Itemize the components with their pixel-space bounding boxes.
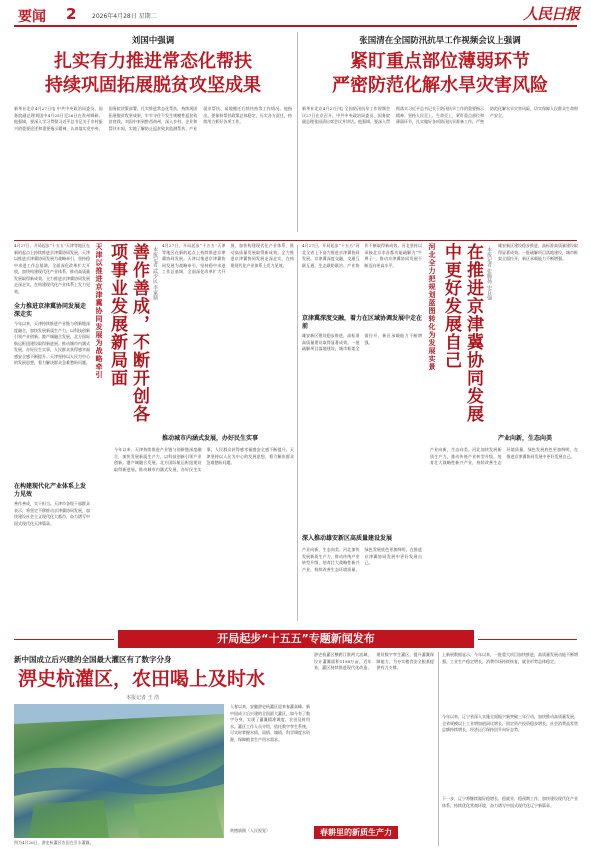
bottom-divider xyxy=(438,652,439,846)
section-label: 要闻 xyxy=(18,9,46,25)
right-story-headline-1: 紧盯重点部位薄弱环节 xyxy=(350,51,530,72)
tianjin-vertical-subhead: 天津以推进京津冀协同发展为战略牵引 xyxy=(95,243,103,379)
middle-divider xyxy=(297,245,298,621)
bottom-story xyxy=(14,652,434,848)
tianjin-byline: 本报记者 武少民 李家鼎 xyxy=(152,247,158,301)
column-divider xyxy=(297,32,298,232)
left-story-headline-1: 扎实有力推进常态化帮扶 xyxy=(54,51,252,72)
bottom-body-1: 入春以来，安徽淠史杭灌区迎来春灌高峰。新中国成立后兴建的全国最大灌区，如今有了数字分身，实现了灌溉精准调度、农田及时用水。灌区工作人员介绍，依托数字孪生系统，可实时掌握水情、雨情、墒情，科学调度水资源，保障粮食生产用水需求。 xyxy=(230,704,310,742)
bottom-right-story xyxy=(442,652,578,848)
topic-tag: 春耕里的新质生产力 xyxy=(314,826,398,839)
tianjin-story xyxy=(14,243,294,625)
page-date: 2026年4月28日 星期二 xyxy=(92,13,157,20)
page-header xyxy=(0,0,591,28)
photo-landscape xyxy=(14,704,224,838)
tianjin-body-1: 4月27日，开局起步“十五五”天津等地区在新的起点上持续推进京津冀协同发展。天津以推进京津冀协同发展为战略牵引，坚持稳中求进工作总基调，全面深化改革扩大开放，加快构建现代化产业体系，推动高质量发展取得新成效。全力推进京津冀协同发展走深走实，在构建现代化产业体系上发力见效。 xyxy=(14,243,90,294)
right-story-headline-2: 严密防范化解水旱灾害风险 xyxy=(332,75,548,96)
banner-rule-right xyxy=(478,639,577,640)
tianjin-vertical-headline: 善作善成，不断开创各项事业发展新局面 xyxy=(107,243,149,423)
left-story-headline-2: 持续巩固拓展脱贫攻坚成果 xyxy=(45,75,261,96)
bottom-right-body-3: 下一步，辽宁将继续做好稳增长、稳就业、稳预期工作，加快建设现代化产业体系，持续优化营商环境，奋力谱写中国式现代化辽宁新篇章。 xyxy=(442,796,578,808)
left-story xyxy=(14,30,292,240)
tianjin-body-3: 善作善成，实干担当。天津市各级干部群众表示，将坚定不移推动京津冀协同发展，加快建设社会主义现代化大都市，奋力谱写中国式现代化天津篇章。 xyxy=(14,501,90,526)
irrigation-photo xyxy=(14,704,224,838)
bottom-story-byline: 本报记者 王 浩 xyxy=(126,695,160,701)
hebei-vertical-headline: 在推进京津冀协同发展中更好发展自己 xyxy=(441,243,483,423)
tianjin-subhead-2: 在构建现代化产业体系上发力见效 xyxy=(14,483,87,498)
bottom-right-body-1: 上新展数据显示，今年以来，一批重大项目加快推进，高质量发展动能不断增强。工业生产稳定增长，消费市场持续恢复，就业形势总体稳定。 xyxy=(442,652,578,664)
hebei-story xyxy=(302,243,578,625)
tianjin-body-col3: 今年以来，天津持续推进产业链与创新链深度融合，加快发展新质生产力，以科技创新引领产业创新。港产城融合发展，北方国际航运枢纽建设取得新进展。推动城市内涵式发展，办好民生实事，人民群众获得感幸福感安全感不断提升。天津坚持以人民为中心的发展思想，着力解决群众急难愁盼问题。 xyxy=(114,447,294,472)
hebei-subhead-2: 深入推动雄安新区高质量建设发展 xyxy=(302,535,393,542)
tianjin-body-2: 今年以来，天津持续推进产业链与创新链深度融合，加快发展新质生产力，以科技创新引领产业创新。港产城融合发展，北方国际航运枢纽建设取得新进展。推动城市内涵式发展，办好民生实事，人民群众获得感幸福感安全感不断提升。天津坚持以人民为中心的发展思想，着力解决群众急难愁盼问题。 xyxy=(14,321,90,365)
hebei-vertical-subhead: 河北全力把规划蓝图转化为发展实景 xyxy=(428,243,436,371)
hebei-body-col3: 产业向新，生态向美。河北加快发展新质生产力，推动传统产业转型升级，培育壮大战略性新兴产业，持续改善生态环境质量，绿色发展底色更加鲜明，在推进京津冀协同发展中更好发展自己。 xyxy=(430,447,578,465)
hebei-subhead-3: 产业向新，生态向美 xyxy=(498,435,553,442)
bottom-story-headline: 淠史杭灌区，农田喝上及时水 xyxy=(18,668,266,690)
tianjin-body-col2: 4月27日，开局起步“十五五”天津等地区在新的起点上持续推进京津冀协同发展。天津以推进京津冀协同发展为战略牵引，坚持稳中求进工作总基调，全面深化改革扩大开放，加快构建现代化产业体系，推动高质量发展取得新成效。全力推进京津冀协同发展走深走实，在构建现代化产业体系上发力见效。 xyxy=(162,243,294,274)
banner-rule-left xyxy=(14,639,114,640)
photo-caption: 图为4月26日，淠史杭灌区农田在引水灌溉。 xyxy=(14,840,94,845)
bottom-right-body-2: 今年以来，辽宁省深入实施全面振兴新突破三年行动，加快推动高质量发展。全省规模以上工业增加值同比增长，固定资产投资稳步增长，社会消费品零售总额持续增长，经济运行保持回升向好态势。 xyxy=(442,714,578,732)
tianjin-subhead-1: 全力推进京津冀协同发展走深走实 xyxy=(14,303,87,318)
hebei-body-1: 4月27日，开局起步“十五五”河北全省上下奋力推进京津冀协同发展。京津冀深度交融，交通互联互通、生态联防联治、产业协作不断取得新成效。河北坚持以承接北京非首都功能疏解为“牛鼻子”，推动京津冀协同发展不断迈向更高水平。 xyxy=(302,243,422,268)
right-story-body: 新华社北京4月27日电 全国防汛抗旱工作视频会议27日在京召开。中共中央政治局委员、国务院副总理张国清出席会议并讲话。他强调，要深入贯彻落实习近平总书记关于防汛抗旱工作的重要指示精神，坚持人民至上、生命至上，紧盯重点部位和薄弱环节，扎实做好各项防汛抗旱准备工作，严密防范化解水旱灾害风险，切实保障人民群众生命财产安全。 xyxy=(302,106,578,124)
newspaper-logo: 人民日报 xyxy=(523,5,580,23)
tianjin-subhead-3: 推动城市内涵式发展，办好民生实事 xyxy=(162,435,259,442)
hebei-body-2: 雄安新区建设稳步推进，高标准高质量建设取得显著成效。一批疏解项目落地建设，城市框架全面拉开，新区承载能力不断增强。 xyxy=(302,333,422,351)
bottom-body-2: 淠史杭灌区横跨江淮两大流域，设计灌溉面积1198万亩。近年来，灌区持续推进现代化改造，建设数字孪生灌区，提升灌溉保障能力，为夯实粮食安全根基提供有力支撑。 xyxy=(314,652,434,670)
right-story xyxy=(302,30,578,240)
right-story-kicker: 张国清在全国防汛抗旱工作视频会议上强调 xyxy=(359,36,521,46)
hebei-body-3: 产业向新，生态向美。河北加快发展新质生产力，推动传统产业转型升级，培育壮大战略性新兴产业，持续改善生态环境质量，绿色发展底色更加鲜明，在推进京津冀协同发展中更好发展自己。 xyxy=(302,547,422,572)
bottom-story-kicker: 新中国成立后兴建的全国最大灌区有了数字分身 xyxy=(14,655,172,664)
left-story-body: 新华社北京4月27日电 中共中央政治局委员、国务院副总理刘国中4月25日至26日在贵州调研。他强调，要深入学习贯彻习近平总书记关于乡村振兴的重要论述和重要指示精神，认真落实党中央、国务院决策部署，扎实推进常态化帮扶，持续巩固拓展脱贫攻坚成果，牢牢守住不发生规模性返贫致贫底线。刘国中来到黔西南州，深入乡村、企业和帮扶车间，实地了解防止返贫致贫监测帮扶、产业就业帮扶、易地搬迁后续扶持等工作情况。他指出，要保持帮扶政策总体稳定，压实各方责任，持续用力抓好各项工作。 xyxy=(14,106,292,131)
page-number: 2 xyxy=(66,5,77,23)
photo-credit: 黄德斌摄（人民视觉） xyxy=(230,828,270,833)
left-story-kicker: 刘国中强调 xyxy=(131,36,175,46)
section-rule xyxy=(14,240,577,241)
header-rule xyxy=(14,25,577,27)
hebei-byline: 本报记者 张腾扬 史自强 xyxy=(486,247,492,301)
hebei-subhead-1: 京津冀深度交融，着力在区域协调发展中走在前 xyxy=(302,315,423,330)
special-topic-banner: 开局起步“十五五”专题新闻发布 xyxy=(118,630,474,648)
hebei-body-col2: 雄安新区建设稳步推进，高标准高质量建设取得显著成效。一批疏解项目落地建设，城市框架全面拉开，新区承载能力不断增强。 xyxy=(498,243,578,261)
